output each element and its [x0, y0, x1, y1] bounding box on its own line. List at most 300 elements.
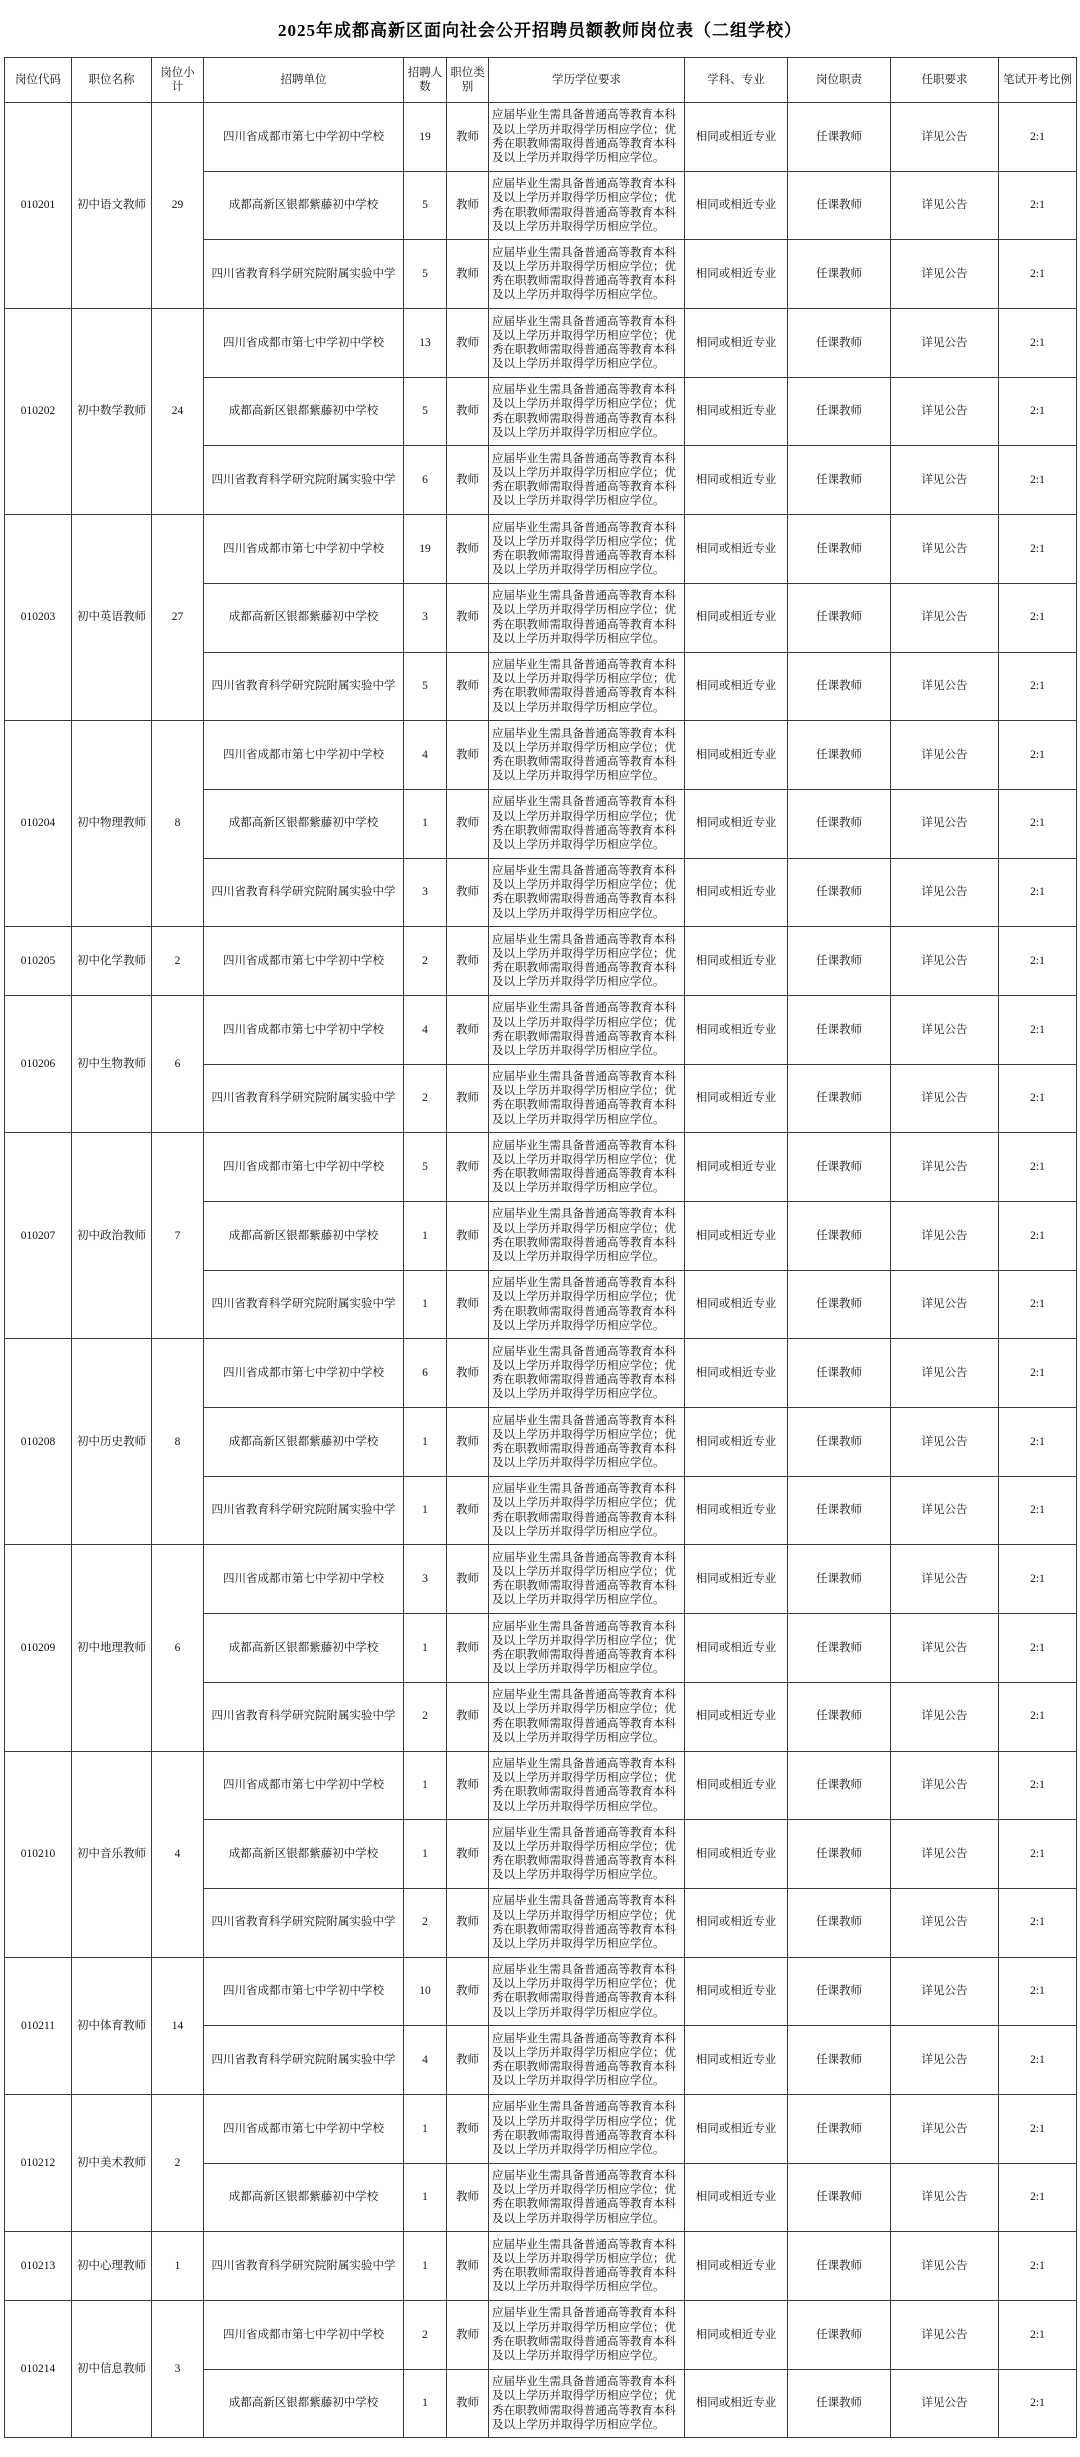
position-category: 教师 [447, 721, 489, 790]
table-row [5, 1957, 1077, 2026]
exam-ratio: 2:1 [999, 1751, 1077, 1820]
major-requirement: 相同或相近专业 [685, 2369, 788, 2438]
position-subtotal: 8 [152, 721, 204, 927]
position-duty: 任课教师 [788, 309, 891, 378]
position-duty: 任课教师 [788, 1133, 891, 1202]
exam-ratio: 2:1 [999, 2301, 1077, 2370]
education-requirement: 应届毕业生需具备普通高等教育本科及以上学历并取得学历相应学位；优秀在职教师需取得普通高等教育本科及以上学历并取得学历相应学位。 [489, 1682, 685, 1751]
qualification: 详见公告 [891, 1339, 999, 1408]
exam-ratio: 2:1 [999, 1614, 1077, 1683]
exam-ratio: 2:1 [999, 2163, 1077, 2232]
exam-ratio: 2:1 [999, 1545, 1077, 1614]
position-category: 教师 [447, 1476, 489, 1545]
position-category: 教师 [447, 240, 489, 309]
qualification: 详见公告 [891, 2026, 999, 2095]
position-name: 初中历史教师 [72, 1339, 152, 1545]
position-name: 初中地理教师 [72, 1545, 152, 1751]
position-code: 010206 [5, 995, 72, 1132]
recruit-count: 5 [404, 377, 447, 446]
recruiting-unit: 成都高新区银都紫藤初中学校 [204, 1614, 404, 1683]
recruit-count: 4 [404, 2026, 447, 2095]
qualification: 详见公告 [891, 2369, 999, 2438]
position-category: 教师 [447, 2094, 489, 2163]
position-subtotal: 2 [152, 927, 204, 996]
qualification: 详见公告 [891, 103, 999, 172]
education-requirement: 应届毕业生需具备普通高等教育本科及以上学历并取得学历相应学位；优秀在职教师需取得普通高等教育本科及以上学历并取得学历相应学位。 [489, 2163, 685, 2232]
position-name: 初中物理教师 [72, 721, 152, 927]
recruiting-unit: 四川省成都市第七中学初中学校 [204, 309, 404, 378]
position-subtotal: 7 [152, 1133, 204, 1339]
major-requirement: 相同或相近专业 [685, 240, 788, 309]
table-row [5, 309, 1077, 378]
position-category: 教师 [447, 103, 489, 172]
position-code: 010213 [5, 2232, 72, 2301]
recruit-count: 6 [404, 446, 447, 515]
recruit-count: 2 [404, 927, 447, 996]
education-requirement: 应届毕业生需具备普通高等教育本科及以上学历并取得学历相应学位；优秀在职教师需取得普通高等教育本科及以上学历并取得学历相应学位。 [489, 1957, 685, 2026]
recruit-count: 2 [404, 1064, 447, 1133]
education-requirement: 应届毕业生需具备普通高等教育本科及以上学历并取得学历相应学位；优秀在职教师需取得普通高等教育本科及以上学历并取得学历相应学位。 [489, 171, 685, 240]
recruiting-unit: 四川省成都市第七中学初中学校 [204, 995, 404, 1064]
major-requirement: 相同或相近专业 [685, 1888, 788, 1957]
position-category: 教师 [447, 1270, 489, 1339]
position-duty: 任课教师 [788, 1064, 891, 1133]
exam-ratio: 2:1 [999, 1682, 1077, 1751]
qualification: 详见公告 [891, 1751, 999, 1820]
recruit-count: 2 [404, 1682, 447, 1751]
position-name: 初中心理教师 [72, 2232, 152, 2301]
education-requirement: 应届毕业生需具备普通高等教育本科及以上学历并取得学历相应学位；优秀在职教师需取得普通高等教育本科及以上学历并取得学历相应学位。 [489, 2094, 685, 2163]
exam-ratio: 2:1 [999, 1957, 1077, 2026]
major-requirement: 相同或相近专业 [685, 1202, 788, 1271]
education-requirement: 应届毕业生需具备普通高等教育本科及以上学历并取得学历相应学位；优秀在职教师需取得普通高等教育本科及以上学历并取得学历相应学位。 [489, 1133, 685, 1202]
table-row [5, 2301, 1077, 2370]
table-row [5, 927, 1077, 996]
recruiting-unit: 四川省教育科学研究院附属实验中学 [204, 858, 404, 927]
recruiting-unit: 四川省教育科学研究院附属实验中学 [204, 1682, 404, 1751]
position-name: 初中信息教师 [72, 2301, 152, 2438]
recruit-count: 3 [404, 1545, 447, 1614]
major-requirement: 相同或相近专业 [685, 515, 788, 584]
position-duty: 任课教师 [788, 1476, 891, 1545]
position-duty: 任课教师 [788, 995, 891, 1064]
recruiting-unit: 成都高新区银都紫藤初中学校 [204, 2369, 404, 2438]
major-requirement: 相同或相近专业 [685, 858, 788, 927]
recruit-count: 1 [404, 2094, 447, 2163]
position-category: 教师 [447, 515, 489, 584]
position-duty: 任课教师 [788, 1270, 891, 1339]
recruit-count: 1 [404, 1614, 447, 1683]
position-category: 教师 [447, 1133, 489, 1202]
qualification: 详见公告 [891, 2163, 999, 2232]
header-row [5, 58, 1077, 103]
exam-ratio: 2:1 [999, 103, 1077, 172]
major-requirement: 相同或相近专业 [685, 1064, 788, 1133]
recruit-count: 3 [404, 858, 447, 927]
position-category: 教师 [447, 1408, 489, 1477]
position-duty: 任课教师 [788, 1339, 891, 1408]
qualification: 详见公告 [891, 2301, 999, 2370]
education-requirement: 应届毕业生需具备普通高等教育本科及以上学历并取得学历相应学位；优秀在职教师需取得普通高等教育本科及以上学历并取得学历相应学位。 [489, 1270, 685, 1339]
recruiting-unit: 四川省教育科学研究院附属实验中学 [204, 2026, 404, 2095]
position-duty: 任课教师 [788, 240, 891, 309]
exam-ratio: 2:1 [999, 1888, 1077, 1957]
recruiting-unit: 成都高新区银都紫藤初中学校 [204, 583, 404, 652]
education-requirement: 应届毕业生需具备普通高等教育本科及以上学历并取得学历相应学位；优秀在职教师需取得普通高等教育本科及以上学历并取得学历相应学位。 [489, 652, 685, 721]
exam-ratio: 2:1 [999, 240, 1077, 309]
position-subtotal: 1 [152, 2232, 204, 2301]
position-duty: 任课教师 [788, 377, 891, 446]
recruit-count: 1 [404, 2232, 447, 2301]
recruit-count: 5 [404, 240, 447, 309]
education-requirement: 应届毕业生需具备普通高等教育本科及以上学历并取得学历相应学位；优秀在职教师需取得普通高等教育本科及以上学历并取得学历相应学位。 [489, 2026, 685, 2095]
major-requirement: 相同或相近专业 [685, 1957, 788, 2026]
position-duty: 任课教师 [788, 2232, 891, 2301]
position-duty: 任课教师 [788, 1888, 891, 1957]
position-code: 010211 [5, 1957, 72, 2094]
position-duty: 任课教师 [788, 1408, 891, 1477]
position-category: 教师 [447, 1202, 489, 1271]
table-row [5, 103, 1077, 172]
recruiting-unit: 四川省成都市第七中学初中学校 [204, 2301, 404, 2370]
recruiting-unit: 四川省成都市第七中学初中学校 [204, 1957, 404, 2026]
recruiting-unit: 四川省成都市第七中学初中学校 [204, 1751, 404, 1820]
major-requirement: 相同或相近专业 [685, 2301, 788, 2370]
recruiting-unit: 成都高新区银都紫藤初中学校 [204, 377, 404, 446]
recruiting-unit: 四川省教育科学研究院附属实验中学 [204, 1888, 404, 1957]
recruiting-unit: 成都高新区银都紫藤初中学校 [204, 171, 404, 240]
recruit-count: 4 [404, 995, 447, 1064]
qualification: 详见公告 [891, 1476, 999, 1545]
exam-ratio: 2:1 [999, 1133, 1077, 1202]
position-name: 初中生物教师 [72, 995, 152, 1132]
recruiting-unit: 四川省教育科学研究院附属实验中学 [204, 1476, 404, 1545]
education-requirement: 应届毕业生需具备普通高等教育本科及以上学历并取得学历相应学位；优秀在职教师需取得普通高等教育本科及以上学历并取得学历相应学位。 [489, 1476, 685, 1545]
qualification: 详见公告 [891, 2232, 999, 2301]
position-duty: 任课教师 [788, 2369, 891, 2438]
qualification: 详见公告 [891, 1614, 999, 1683]
position-duty: 任课教师 [788, 1614, 891, 1683]
qualification: 详见公告 [891, 446, 999, 515]
position-category: 教师 [447, 789, 489, 858]
education-requirement: 应届毕业生需具备普通高等教育本科及以上学历并取得学历相应学位；优秀在职教师需取得普通高等教育本科及以上学历并取得学历相应学位。 [489, 995, 685, 1064]
header-subtotal: 岗位小计 [152, 58, 204, 103]
major-requirement: 相同或相近专业 [685, 1476, 788, 1545]
qualification: 详见公告 [891, 1820, 999, 1889]
qualification: 详见公告 [891, 1270, 999, 1339]
recruiting-unit: 成都高新区银都紫藤初中学校 [204, 1202, 404, 1271]
qualification: 详见公告 [891, 1545, 999, 1614]
recruiting-unit: 四川省教育科学研究院附属实验中学 [204, 240, 404, 309]
qualification: 详见公告 [891, 309, 999, 378]
exam-ratio: 2:1 [999, 995, 1077, 1064]
exam-ratio: 2:1 [999, 652, 1077, 721]
exam-ratio: 2:1 [999, 377, 1077, 446]
qualification: 详见公告 [891, 652, 999, 721]
education-requirement: 应届毕业生需具备普通高等教育本科及以上学历并取得学历相应学位；优秀在职教师需取得普通高等教育本科及以上学历并取得学历相应学位。 [489, 309, 685, 378]
position-duty: 任课教师 [788, 652, 891, 721]
exam-ratio: 2:1 [999, 721, 1077, 790]
position-duty: 任课教师 [788, 927, 891, 996]
recruiting-unit: 四川省成都市第七中学初中学校 [204, 103, 404, 172]
exam-ratio: 2:1 [999, 1476, 1077, 1545]
position-duty: 任课教师 [788, 446, 891, 515]
header-requirement: 学历学位要求 [489, 58, 685, 103]
qualification: 详见公告 [891, 1682, 999, 1751]
position-subtotal: 6 [152, 1545, 204, 1751]
recruit-count: 1 [404, 1820, 447, 1889]
major-requirement: 相同或相近专业 [685, 446, 788, 515]
position-subtotal: 29 [152, 103, 204, 309]
recruiting-unit: 四川省成都市第七中学初中学校 [204, 1133, 404, 1202]
position-category: 教师 [447, 1064, 489, 1133]
position-category: 教师 [447, 1957, 489, 2026]
header-position: 职位名称 [72, 58, 152, 103]
education-requirement: 应届毕业生需具备普通高等教育本科及以上学历并取得学历相应学位；优秀在职教师需取得普通高等教育本科及以上学历并取得学历相应学位。 [489, 1614, 685, 1683]
position-code: 010212 [5, 2094, 72, 2231]
recruiting-unit: 四川省教育科学研究院附属实验中学 [204, 1270, 404, 1339]
position-category: 教师 [447, 1339, 489, 1408]
position-name: 初中化学教师 [72, 927, 152, 996]
position-duty: 任课教师 [788, 1682, 891, 1751]
major-requirement: 相同或相近专业 [685, 2232, 788, 2301]
table-row [5, 995, 1077, 1064]
qualification: 详见公告 [891, 995, 999, 1064]
header-category: 职位类别 [447, 58, 489, 103]
position-category: 教师 [447, 995, 489, 1064]
exam-ratio: 2:1 [999, 446, 1077, 515]
recruit-count: 5 [404, 652, 447, 721]
qualification: 详见公告 [891, 2094, 999, 2163]
exam-ratio: 2:1 [999, 1408, 1077, 1477]
position-category: 教师 [447, 1751, 489, 1820]
position-duty: 任课教师 [788, 171, 891, 240]
header-duty: 岗位职责 [788, 58, 891, 103]
position-subtotal: 3 [152, 2301, 204, 2438]
qualification: 详见公告 [891, 721, 999, 790]
table-row [5, 1339, 1077, 1408]
qualification: 详见公告 [891, 583, 999, 652]
position-name: 初中体育教师 [72, 1957, 152, 2094]
recruiting-unit: 四川省成都市第七中学初中学校 [204, 515, 404, 584]
header-ratio: 笔试开考比例 [999, 58, 1077, 103]
qualification: 详见公告 [891, 377, 999, 446]
qualification: 详见公告 [891, 1957, 999, 2026]
position-duty: 任课教师 [788, 2026, 891, 2095]
position-category: 教师 [447, 1614, 489, 1683]
position-name: 初中政治教师 [72, 1133, 152, 1339]
exam-ratio: 2:1 [999, 2094, 1077, 2163]
major-requirement: 相同或相近专业 [685, 721, 788, 790]
exam-ratio: 2:1 [999, 927, 1077, 996]
education-requirement: 应届毕业生需具备普通高等教育本科及以上学历并取得学历相应学位；优秀在职教师需取得普通高等教育本科及以上学历并取得学历相应学位。 [489, 1545, 685, 1614]
recruiting-unit: 四川省成都市第七中学初中学校 [204, 1339, 404, 1408]
education-requirement: 应届毕业生需具备普通高等教育本科及以上学历并取得学历相应学位；优秀在职教师需取得普通高等教育本科及以上学历并取得学历相应学位。 [489, 1888, 685, 1957]
table-row [5, 515, 1077, 584]
major-requirement: 相同或相近专业 [685, 789, 788, 858]
qualification: 详见公告 [891, 171, 999, 240]
recruit-count: 2 [404, 1888, 447, 1957]
position-subtotal: 27 [152, 515, 204, 721]
recruiting-unit: 四川省成都市第七中学初中学校 [204, 1545, 404, 1614]
position-category: 教师 [447, 2232, 489, 2301]
position-duty: 任课教师 [788, 103, 891, 172]
position-duty: 任课教师 [788, 2301, 891, 2370]
recruit-count: 13 [404, 309, 447, 378]
exam-ratio: 2:1 [999, 515, 1077, 584]
recruit-count: 1 [404, 1476, 447, 1545]
position-code: 010202 [5, 309, 72, 515]
position-category: 教师 [447, 1682, 489, 1751]
recruiting-unit: 成都高新区银都紫藤初中学校 [204, 2163, 404, 2232]
education-requirement: 应届毕业生需具备普通高等教育本科及以上学历并取得学历相应学位；优秀在职教师需取得普通高等教育本科及以上学历并取得学历相应学位。 [489, 789, 685, 858]
position-subtotal: 8 [152, 1339, 204, 1545]
major-requirement: 相同或相近专业 [685, 1751, 788, 1820]
education-requirement: 应届毕业生需具备普通高等教育本科及以上学历并取得学历相应学位；优秀在职教师需取得普通高等教育本科及以上学历并取得学历相应学位。 [489, 721, 685, 790]
major-requirement: 相同或相近专业 [685, 2026, 788, 2095]
recruiting-unit: 四川省教育科学研究院附属实验中学 [204, 652, 404, 721]
recruiting-unit: 四川省成都市第七中学初中学校 [204, 927, 404, 996]
recruiting-unit: 四川省教育科学研究院附属实验中学 [204, 446, 404, 515]
major-requirement: 相同或相近专业 [685, 377, 788, 446]
education-requirement: 应届毕业生需具备普通高等教育本科及以上学历并取得学历相应学位；优秀在职教师需取得普通高等教育本科及以上学历并取得学历相应学位。 [489, 2301, 685, 2370]
major-requirement: 相同或相近专业 [685, 1408, 788, 1477]
position-subtotal: 4 [152, 1751, 204, 1957]
education-requirement: 应届毕业生需具备普通高等教育本科及以上学历并取得学历相应学位；优秀在职教师需取得普通高等教育本科及以上学历并取得学历相应学位。 [489, 1202, 685, 1271]
position-code: 010214 [5, 2301, 72, 2438]
position-duty: 任课教师 [788, 2094, 891, 2163]
recruit-count: 3 [404, 583, 447, 652]
recruit-count: 1 [404, 2369, 447, 2438]
position-category: 教师 [447, 2163, 489, 2232]
major-requirement: 相同或相近专业 [685, 2094, 788, 2163]
position-name: 初中数学教师 [72, 309, 152, 515]
education-requirement: 应届毕业生需具备普通高等教育本科及以上学历并取得学历相应学位；优秀在职教师需取得普通高等教育本科及以上学历并取得学历相应学位。 [489, 103, 685, 172]
position-category: 教师 [447, 377, 489, 446]
major-requirement: 相同或相近专业 [685, 171, 788, 240]
major-requirement: 相同或相近专业 [685, 583, 788, 652]
position-code: 010201 [5, 103, 72, 309]
recruit-count: 1 [404, 2163, 447, 2232]
education-requirement: 应届毕业生需具备普通高等教育本科及以上学历并取得学历相应学位；优秀在职教师需取得普通高等教育本科及以上学历并取得学历相应学位。 [489, 583, 685, 652]
position-category: 教师 [447, 446, 489, 515]
exam-ratio: 2:1 [999, 1064, 1077, 1133]
table-row [5, 1133, 1077, 1202]
major-requirement: 相同或相近专业 [685, 1339, 788, 1408]
table-row [5, 1751, 1077, 1820]
exam-ratio: 2:1 [999, 2026, 1077, 2095]
recruit-count: 10 [404, 1957, 447, 2026]
header-unit: 招聘单位 [204, 58, 404, 103]
position-duty: 任课教师 [788, 1202, 891, 1271]
recruit-count: 4 [404, 721, 447, 790]
position-code: 010209 [5, 1545, 72, 1751]
exam-ratio: 2:1 [999, 2369, 1077, 2438]
recruit-count: 1 [404, 1202, 447, 1271]
position-duty: 任课教师 [788, 858, 891, 927]
major-requirement: 相同或相近专业 [685, 2163, 788, 2232]
recruit-count: 19 [404, 515, 447, 584]
position-category: 教师 [447, 858, 489, 927]
position-code: 010205 [5, 927, 72, 996]
recruiting-unit: 成都高新区银都紫藤初中学校 [204, 1408, 404, 1477]
position-category: 教师 [447, 2301, 489, 2370]
position-duty: 任课教师 [788, 2163, 891, 2232]
qualification: 详见公告 [891, 1202, 999, 1271]
education-requirement: 应届毕业生需具备普通高等教育本科及以上学历并取得学历相应学位；优秀在职教师需取得普通高等教育本科及以上学历并取得学历相应学位。 [489, 1408, 685, 1477]
header-major: 学科、专业 [685, 58, 788, 103]
education-requirement: 应届毕业生需具备普通高等教育本科及以上学历并取得学历相应学位；优秀在职教师需取得普通高等教育本科及以上学历并取得学历相应学位。 [489, 515, 685, 584]
header-qualification: 任职要求 [891, 58, 999, 103]
education-requirement: 应届毕业生需具备普通高等教育本科及以上学历并取得学历相应学位；优秀在职教师需取得普通高等教育本科及以上学历并取得学历相应学位。 [489, 1751, 685, 1820]
recruit-count: 1 [404, 789, 447, 858]
position-category: 教师 [447, 652, 489, 721]
position-duty: 任课教师 [788, 721, 891, 790]
position-category: 教师 [447, 1545, 489, 1614]
positions-table [4, 57, 1077, 2438]
position-category: 教师 [447, 2369, 489, 2438]
position-category: 教师 [447, 1888, 489, 1957]
exam-ratio: 2:1 [999, 2232, 1077, 2301]
recruit-count: 1 [404, 1408, 447, 1477]
position-subtotal: 24 [152, 309, 204, 515]
qualification: 详见公告 [891, 927, 999, 996]
position-duty: 任课教师 [788, 1820, 891, 1889]
position-duty: 任课教师 [788, 1957, 891, 2026]
position-category: 教师 [447, 1820, 489, 1889]
recruit-count: 1 [404, 1270, 447, 1339]
position-duty: 任课教师 [788, 515, 891, 584]
qualification: 详见公告 [891, 1408, 999, 1477]
exam-ratio: 2:1 [999, 1202, 1077, 1271]
position-code: 010210 [5, 1751, 72, 1957]
qualification: 详见公告 [891, 858, 999, 927]
position-subtotal: 6 [152, 995, 204, 1132]
recruiting-unit: 成都高新区银都紫藤初中学校 [204, 789, 404, 858]
position-category: 教师 [447, 2026, 489, 2095]
position-category: 教师 [447, 583, 489, 652]
education-requirement: 应届毕业生需具备普通高等教育本科及以上学历并取得学历相应学位；优秀在职教师需取得普通高等教育本科及以上学历并取得学历相应学位。 [489, 446, 685, 515]
position-duty: 任课教师 [788, 1751, 891, 1820]
qualification: 详见公告 [891, 240, 999, 309]
qualification: 详见公告 [891, 515, 999, 584]
major-requirement: 相同或相近专业 [685, 103, 788, 172]
recruit-count: 1 [404, 1751, 447, 1820]
qualification: 详见公告 [891, 1133, 999, 1202]
education-requirement: 应届毕业生需具备普通高等教育本科及以上学历并取得学历相应学位；优秀在职教师需取得普通高等教育本科及以上学历并取得学历相应学位。 [489, 1820, 685, 1889]
recruiting-unit: 成都高新区银都紫藤初中学校 [204, 1820, 404, 1889]
table-row [5, 1545, 1077, 1614]
major-requirement: 相同或相近专业 [685, 309, 788, 378]
header-count: 招聘人数 [404, 58, 447, 103]
position-code: 010203 [5, 515, 72, 721]
major-requirement: 相同或相近专业 [685, 1820, 788, 1889]
position-category: 教师 [447, 171, 489, 240]
education-requirement: 应届毕业生需具备普通高等教育本科及以上学历并取得学历相应学位；优秀在职教师需取得普通高等教育本科及以上学历并取得学历相应学位。 [489, 858, 685, 927]
position-name: 初中英语教师 [72, 515, 152, 721]
education-requirement: 应届毕业生需具备普通高等教育本科及以上学历并取得学历相应学位；优秀在职教师需取得普通高等教育本科及以上学历并取得学历相应学位。 [489, 240, 685, 309]
recruiting-unit: 四川省教育科学研究院附属实验中学 [204, 2232, 404, 2301]
exam-ratio: 2:1 [999, 789, 1077, 858]
exam-ratio: 2:1 [999, 1339, 1077, 1408]
major-requirement: 相同或相近专业 [685, 927, 788, 996]
exam-ratio: 2:1 [999, 1270, 1077, 1339]
position-code: 010208 [5, 1339, 72, 1545]
position-duty: 任课教师 [788, 1545, 891, 1614]
table-row [5, 2232, 1077, 2301]
table-row [5, 721, 1077, 790]
recruit-count: 19 [404, 103, 447, 172]
